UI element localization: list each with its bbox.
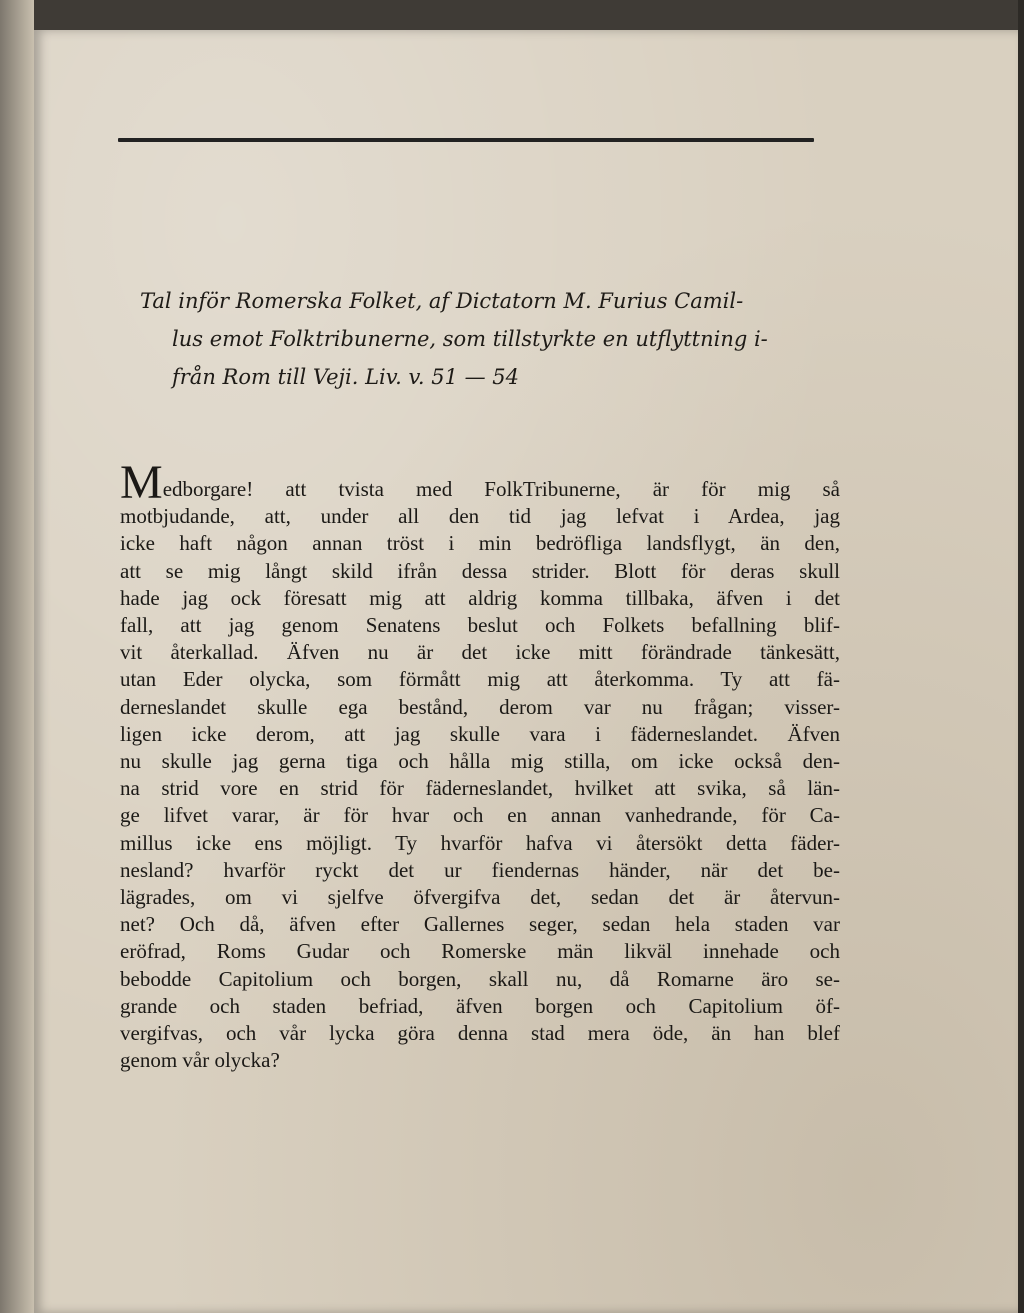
heading-line-1: Tal inför Romerska Folket, af Dictatorn M. Furius Camil- [140,289,744,313]
heading-line-3: från Rom till Veji. Liv. v. 51 — 54 [172,365,519,389]
body-line: utan Eder olycka, som förmått mig att återkomma. Ty att fä- [120,667,840,692]
body-line-last: genom vår olycka? [120,1048,280,1073]
body-line: hade jag ock föresatt mig att aldrig komma tillbaka, äfven i det [120,585,840,610]
body-line: eröfrad, Roms Gudar och Romerske män likväl innehade och [120,939,840,964]
body-line: motbjudande, att, under all den tid jag lefvat i Ardea, jag [120,504,840,529]
body-line: nu skulle jag gerna tiga och hålla mig stilla, om icke också den- [120,749,840,774]
body-line: millus icke ens möjligt. Ty hvarför hafva vi återsökt detta fäder- [120,830,840,855]
speech-body [120,456,840,1074]
heading-line-2: lus emot Folktribunerne, som tillstyrkte en utflyttning i- [172,327,768,351]
drop-capital: M [120,456,163,509]
body-line: bebodde Capitolium och borgen, skall nu, då Romarne äro se- [120,966,840,991]
body-line: net? Och då, äfven efter Gallernes seger, sedan hela staden var [120,912,840,937]
body-line: vit återkallad. Äfven nu är det icke mitt förändrade tänkesätt, [120,640,840,665]
body-line: derneslandet skulle ega bestånd, derom var nu frågan; visser- [120,694,840,719]
body-line-first [120,456,840,509]
body-line: ge lifvet varar, är för hvar och en annan vanhedrande, för Ca- [120,803,840,828]
body-line: icke haft någon annan tröst i min bedröfliga landsflygt, än den, [120,531,840,556]
body-line: grande och staden befriad, äfven borgen och Capitolium öf- [120,993,840,1018]
body-line: ligen icke derom, att jag skulle vara i fäderneslandet. Äfven [120,721,840,746]
body-line: att se mig långt skild ifrån dessa strider. Blott för deras skull [120,558,840,583]
header-rule [118,138,814,142]
body-line-first-text: edborgare! att tvista med FolkTribunerne, är för mig så [162,477,840,501]
body-line: nesland? hvarför ryckt det ur fiendernas händer, när det be- [120,857,840,882]
page-right-edge [1018,0,1024,1313]
book-gutter [0,0,34,1313]
speech-heading [140,282,840,396]
body-line: fall, att jag genom Senatens beslut och Folkets befallning blif- [120,613,840,638]
show-through-text [140,175,840,285]
body-line: na strid vore en strid för fäderneslandet, hvilket att svika, så län- [120,776,840,801]
body-line: vergifvas, och vår lycka göra denna stad mera öde, än han blef [120,1021,840,1046]
body-line: lägrades, om vi sjelfve öfvergifva det, sedan det är återvun- [120,885,840,910]
